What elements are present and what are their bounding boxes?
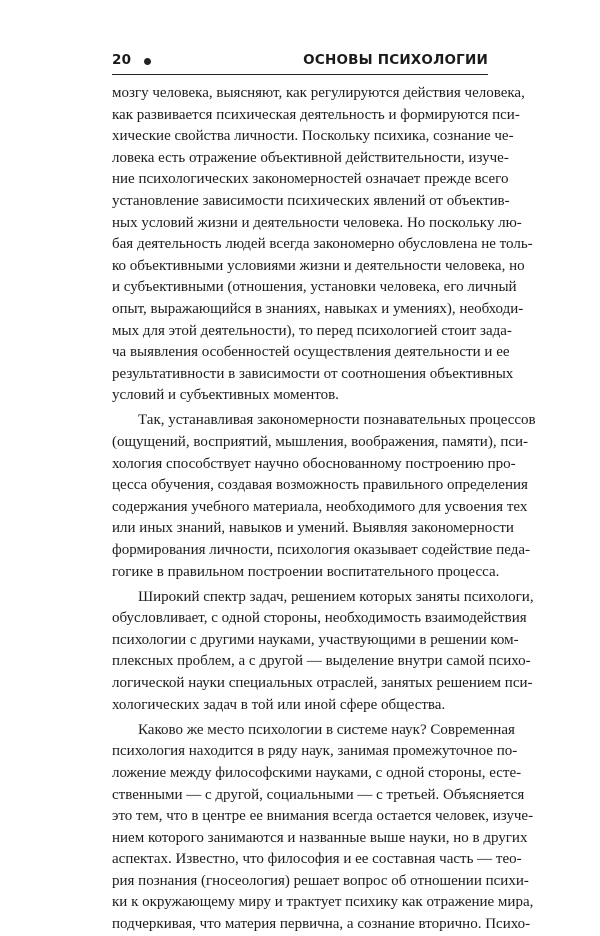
text-line: Каково же место психологии в системе наук? Современная: [138, 721, 515, 738]
text-line: плексных проблем, а с другой — выделение внутри самой психо-: [112, 653, 531, 670]
text-line: это тем, что в центре ее внимания всегда остается человек, изуче-: [112, 808, 534, 825]
text-line: психология находится в ряду наук, занимая промежуточное по-: [112, 743, 518, 760]
text-line: ча выявления особенностей осуществления деятельности и ее: [112, 344, 510, 361]
text-line: логической науки специальных отраслей, занятых решением пси-: [112, 675, 533, 692]
text-line: подчеркивая, что материя первична, а сознание вторично. Психо-: [112, 916, 531, 933]
running-title: ОСНОВЫ ПСИХОЛОГИИ: [303, 52, 488, 68]
text-line: результативности в зависимости от соотношения объективных: [112, 365, 514, 382]
paragraph: [112, 410, 536, 583]
text-line: ко объективными условиями жизни и деятельности человека, но: [112, 257, 525, 274]
text-line: как развивается психическая деятельность и формируются пси-: [112, 106, 520, 123]
text-line: обусловливает, с одной стороны, необходимость взаимодействия: [112, 610, 527, 627]
text-line: нием которого занимаются и названные выше науки, но в других: [112, 829, 528, 846]
text-line: бая деятельность людей всегда закономерно обусловлена не толь-: [112, 236, 533, 253]
text-line: хологических задач в той или иной сфере общества.: [112, 696, 446, 713]
text-line: (ощущений, восприятий, мышления, воображения, памяти), пси-: [112, 434, 529, 450]
paragraph: [112, 587, 534, 717]
text-line: аспектах. Известно, что философия и ее составная часть — тео-: [112, 851, 522, 868]
text-line: ственными — с другой, социальными — с третьей. Объясняется: [112, 786, 525, 803]
text-line: ние психологических закономерностей означает прежде всего: [112, 171, 509, 188]
paragraph: [112, 720, 534, 936]
text-line: хология способствует научно обоснованному построению про-: [112, 455, 516, 472]
text-line: мозгу человека, выясняют, как регулируются действия человека,: [112, 85, 525, 101]
text-line: ных условий жизни и деятельности человека. Но поскольку лю-: [112, 214, 522, 231]
bullet-icon: [144, 58, 151, 65]
paragraph: [112, 83, 533, 407]
text-line: условий и субъективных моментов.: [112, 387, 339, 404]
text-line: формирования личности, психология оказывает содействие педа-: [112, 541, 530, 558]
text-line: мых для этой деятельности), то перед психологией стоит зада-: [112, 322, 512, 339]
text-line: цесса обучения, создавая возможность правильного определения: [112, 477, 528, 494]
text-line: или иных знаний, навыков и умений. Выявляя закономерности: [112, 520, 514, 537]
text-line: и субъективными (отношения, установки человека, его личный: [112, 279, 517, 296]
body-text: [112, 83, 536, 936]
text-line: Широкий спектр задач, решением которых заняты психологи,: [138, 588, 534, 605]
text-line: хические свойства личности. Поскольку психика, сознание че-: [112, 128, 514, 145]
text-line: опыт, выражающийся в знаниях, навыках и умениях), необходи-: [112, 300, 524, 317]
text-line: рия познания (гносеология) решает вопрос об отношении психи-: [112, 872, 529, 889]
text-line: гогике в правильном построении воспитательного процесса.: [112, 563, 500, 580]
text-line: ки к окружающему миру и трактует психику как отражение мира,: [112, 894, 534, 911]
text-line: ложение между философскими науками, с одной стороны, есте-: [112, 764, 522, 781]
text-line: установление зависимости психических явлений от объектив-: [112, 192, 510, 209]
text-line: ловека есть отражение объективной действительности, изуче-: [112, 149, 509, 166]
page-number: 20: [112, 52, 132, 68]
running-header: [112, 52, 488, 75]
text-line: психологии с другими науками, участвующими в решении ком-: [112, 631, 519, 648]
text-line: содержания учебного материала, необходимого для усвоения тех: [112, 498, 528, 515]
text-line: Так, устанавливая закономерности познавательных процессов: [138, 412, 536, 429]
